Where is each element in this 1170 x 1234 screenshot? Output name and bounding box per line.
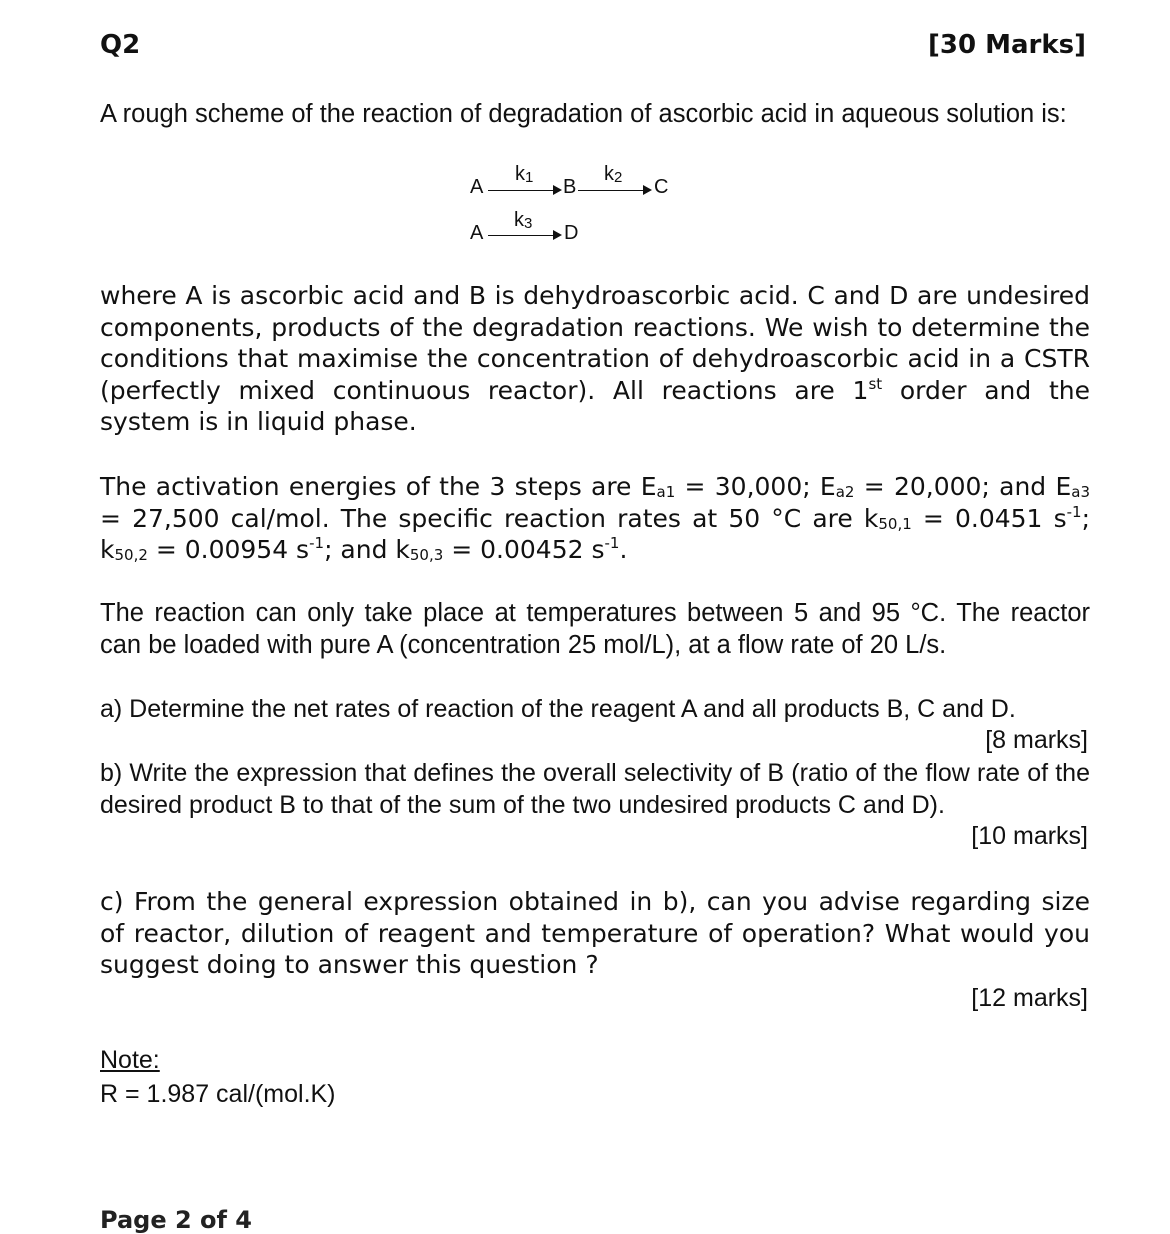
part-c-marks: [12 marks] — [971, 984, 1088, 1012]
note-value: R = 1.987 cal/(mol.K) — [100, 1080, 336, 1108]
activation-t6: ; k — [100, 503, 1091, 564]
activation-t4: = 27,500 cal/mol. The specific reaction rates at 50 °C are k — [100, 503, 879, 533]
activation-s1: a1 — [656, 483, 676, 501]
scheme-k3-symbol: k — [514, 209, 524, 231]
activation-s4: 50,1 — [878, 514, 912, 533]
scheme-rate-k2 — [604, 163, 622, 186]
intro-text: A rough scheme of the reaction of degradation of ascorbic acid in aqueous solution is: — [100, 100, 1067, 128]
scheme-k2-subscript: 2 — [614, 169, 623, 186]
scheme-product-b: B — [563, 176, 577, 198]
activation-p5: -1 — [1066, 502, 1082, 521]
activation-s3: a3 — [1071, 483, 1090, 501]
activation-t9: = 0.00452 s — [443, 535, 605, 564]
activation-s2: a2 — [835, 483, 855, 501]
scheme-arrow-3 — [488, 235, 554, 236]
scheme-product-c: C — [654, 176, 669, 198]
activation-t7: = 0.00954 s — [147, 535, 310, 564]
part-a-text: a) Determine the net rates of reaction of the reagent A and all products B, C and D. — [100, 695, 1016, 723]
activation-t3: = 20,000; and E — [854, 472, 1072, 501]
scheme-rate-k3 — [514, 209, 532, 232]
part-c-text: c) From the general expression obtained in b), can you advise regarding size of reactor, dilution of reagent and temperature of operation? What would you suggest doing to answer this question ? — [100, 887, 1090, 979]
scheme-reactant-a1: A — [470, 176, 484, 198]
activation-t2: = 30,000; E — [675, 472, 836, 501]
scheme-reactant-a2: A — [470, 222, 484, 244]
part-b-text: b) Write the expression that defines the overall selectivity of B (ratio of the flow rate of the desired product B to that of the sum of the two undesired products C and D). — [100, 759, 1090, 819]
scheme-arrow-1 — [488, 190, 554, 191]
scheme-k3-subscript: 3 — [524, 215, 533, 232]
scheme-arrow-2 — [578, 190, 644, 191]
description-text-2: order and the system is in liquid phase. — [100, 375, 1090, 436]
conditions-paragraph: The reaction can only take place at temperatures between 5 and 95 °C. The reactor can be loaded with pure A (concentration 25 mol/L), at a flow rate of 20 L/s. — [100, 599, 1090, 659]
scheme-rate-k1 — [515, 163, 533, 186]
scheme-arrowhead-1 — [553, 185, 562, 195]
scheme-k1-subscript: 1 — [525, 169, 534, 186]
scheme-product-d: D — [564, 222, 579, 244]
activation-t1: The activation energies of the 3 steps are E — [100, 472, 657, 501]
part-a-marks: [8 marks] — [985, 726, 1088, 754]
page-footer: Page 2 of 4 — [100, 1206, 252, 1234]
note-label: Note: — [100, 1046, 160, 1074]
description-text-1: where A is ascorbic acid and B is dehydroascorbic acid. C and D are undesired components, products of the degradation reactions. We wish to determine the conditions that maximise the concentration of dehydroascorbic acid in a CSTR (perfectly mixed continuous reactor). All reactions are 1 — [100, 281, 1090, 405]
part-b-marks: [10 marks] — [971, 822, 1088, 850]
activation-t10: . — [619, 535, 628, 564]
activation-paragraph — [100, 471, 1090, 566]
activation-s6: 50,2 — [114, 546, 148, 564]
description-ordinal-sup: st — [868, 374, 883, 393]
question-total-marks: [30 Marks] — [927, 30, 1086, 60]
scheme-k2-symbol: k — [604, 163, 614, 185]
scheme-arrowhead-2 — [643, 185, 652, 195]
activation-s8: 50,3 — [409, 546, 444, 564]
activation-p7: -1 — [309, 534, 325, 552]
scheme-arrowhead-3 — [553, 230, 562, 240]
description-paragraph — [100, 280, 1090, 438]
activation-p9: -1 — [604, 534, 620, 552]
scheme-k1-symbol: k — [515, 163, 525, 185]
question-number: Q2 — [100, 30, 141, 60]
activation-t8: ; and k — [324, 535, 410, 564]
activation-t5: = 0.0451 s — [911, 503, 1067, 533]
